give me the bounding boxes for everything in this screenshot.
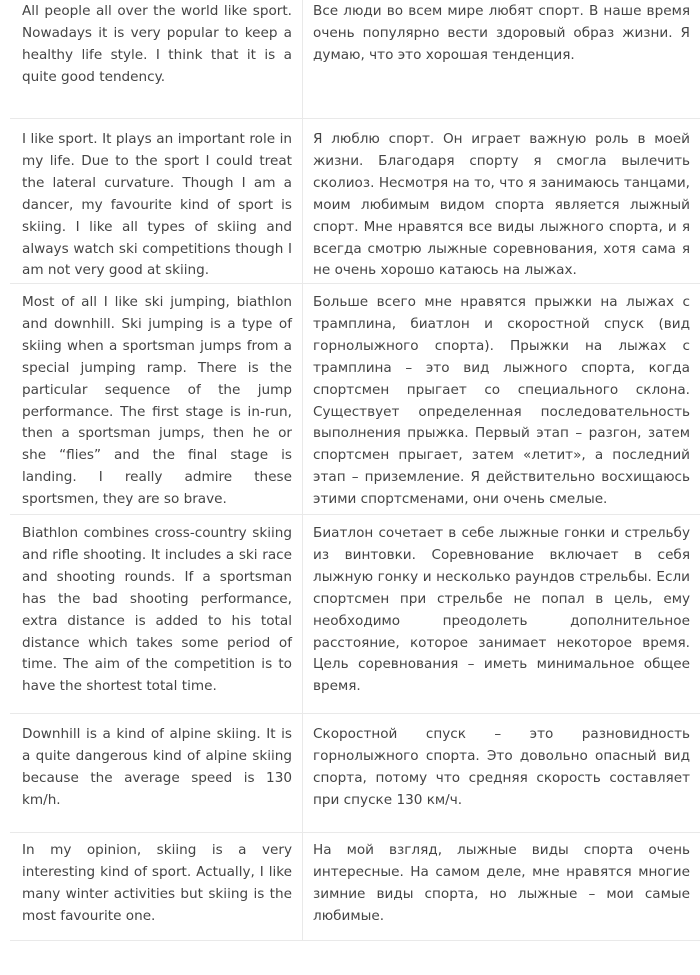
russian-cell bbox=[303, 284, 700, 515]
english-cell bbox=[10, 119, 303, 284]
english-cell bbox=[10, 833, 303, 941]
english-cell bbox=[10, 0, 303, 119]
russian-cell bbox=[303, 714, 700, 833]
english-paragraph: In my opinion, skiing is a very interesting kind of sport. Actually, I like many winter activities but skiing is the most favourite one. bbox=[22, 842, 292, 924]
table-row bbox=[10, 0, 700, 119]
english-paragraph: Most of all I like ski jumping, biathlon and downhill. Ski jumping is a type of skiing when a sportsman jumps from a special jumping ramp. There is the particular sequence of the jump performance. The first stage is in-run, then a sportsman jumps, then he or she “flies” and the final stage is landing. I really admire these sportsmen, they are so brave. bbox=[22, 294, 292, 508]
russian-paragraph: Биатлон сочетает в себе лыжные гонки и стрельбу из винтовки. Соревнование включает в себя лыжную гонку и несколько раундов стрельбы. Если спортсмен при стрельбе не попал в цель, ему необходимо преодолеть дополнительное расстояние, которое занимает некоторое время. Цель соревнования – иметь минимальное общее время. bbox=[313, 525, 690, 695]
russian-paragraph: Все люди во всем мире любят спорт. В наше время очень популярно вести здоровый образ жизни. Я думаю, что это хорошая тенденция. bbox=[313, 3, 690, 63]
english-paragraph: Biathlon combines cross-country skiing and rifle shooting. It includes a ski race and shooting rounds. If a sportsman has the bad shooting performance, extra distance is added to his total distance which takes some period of time. The aim of the competition is to have the shortest total time. bbox=[22, 525, 292, 695]
english-cell bbox=[10, 515, 303, 714]
table-row bbox=[10, 714, 700, 833]
english-cell bbox=[10, 714, 303, 833]
table-row bbox=[10, 284, 700, 515]
russian-cell bbox=[303, 0, 700, 119]
table-row bbox=[10, 833, 700, 941]
russian-cell bbox=[303, 515, 700, 714]
bilingual-text-table bbox=[10, 0, 700, 941]
table-row bbox=[10, 119, 700, 284]
table-row bbox=[10, 515, 700, 714]
russian-cell bbox=[303, 833, 700, 941]
russian-paragraph: На мой взгляд, лыжные виды спорта очень интересные. На самом деле, мне нравятся многие зимние виды спорта, но лыжные – мои самые любимые. bbox=[313, 842, 690, 924]
russian-cell bbox=[303, 119, 700, 284]
russian-paragraph: Больше всего мне нравятся прыжки на лыжах с трамплина, биатлон и скоростной спуск (вид горнолыжного спорта). Прыжки на лыжах с трамплина – это вид лыжного спорта, когда спортсмен прыгает со специального склона. Существует определенная последовательность выполнения прыжка. Первый этап – разгон, затем спортсмен прыгает, затем «летит», а последний этап – приземление. Я действительно восхищаюсь этими спортсменами, они очень смелые. bbox=[313, 294, 690, 508]
russian-paragraph: Скоростной спуск – это разновидность горнолыжного спорта. Это довольно опасный вид спорта, потому что средняя скорость составляет при спуске 130 км/ч. bbox=[313, 726, 690, 808]
english-cell bbox=[10, 284, 303, 515]
english-paragraph: Downhill is a kind of alpine skiing. It is a quite dangerous kind of alpine skiing because the average speed is 130 km/h. bbox=[22, 726, 292, 808]
russian-paragraph: Я люблю спорт. Он играет важную роль в моей жизни. Благодаря спорту я смогла вылечить сколиоз. Несмотря на то, что я занимаюсь танцами, моим любимым видом спорта является лыжный спорт. Мне нравятся все виды лыжного спорта, и я всегда смотрю лыжные соревнования, хотя сама я не очень хорошо катаюсь на лыжах. bbox=[313, 131, 690, 279]
english-paragraph: I like sport. It plays an important role in my life. Due to the sport I could treat the lateral curvature. Though I am a dancer, my favourite kind of sport is skiing. I like all types of skiing and always watch ski competitions though I am not very good at skiing. bbox=[22, 131, 292, 279]
english-paragraph: All people all over the world like sport. Nowadays it is very popular to keep a healthy life style. I think that it is a quite good tendency. bbox=[22, 3, 292, 85]
